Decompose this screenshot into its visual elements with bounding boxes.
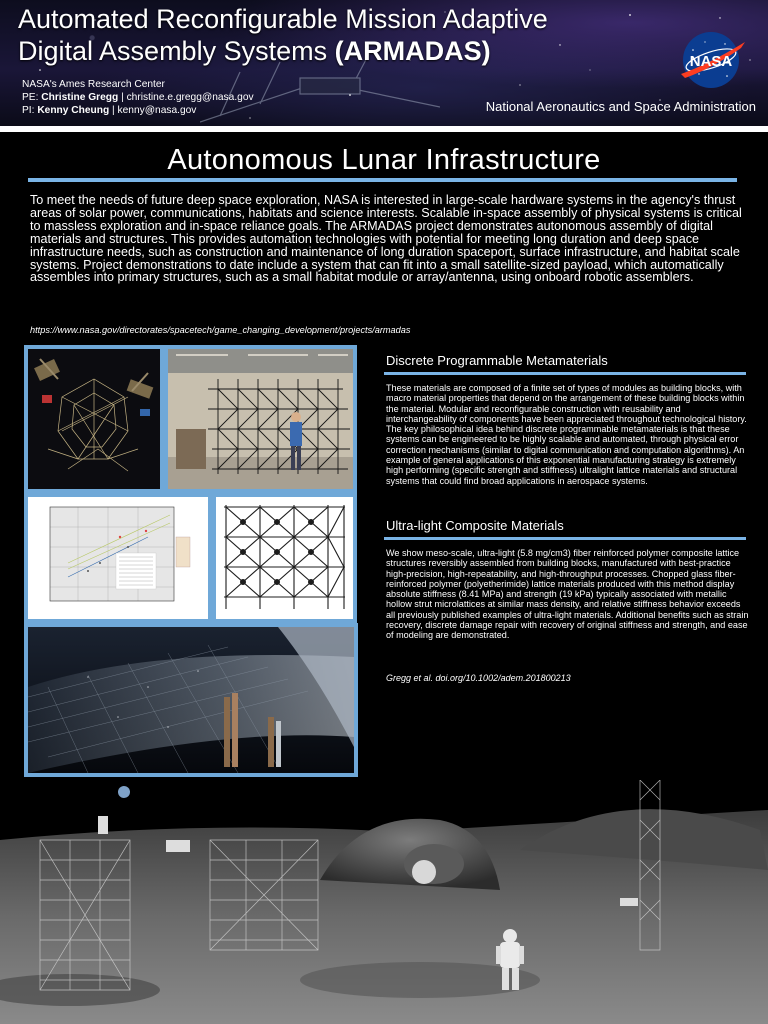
robot-assembly-photo-frame [24,345,164,493]
pi-line [22,104,254,117]
pi-name: Kenny Cheung [37,105,110,116]
agency-name: National Aeronautics and Space Administration [485,99,756,114]
poster-header [0,0,768,126]
lattice-cube-photo [216,497,353,619]
poster-title-acronym: (ARMADAS) [334,36,491,66]
orbital-array-render [28,627,354,773]
doi-citation[interactable]: Gregg et al. doi.org/10.1002/adem.201800213 [386,673,571,683]
lab-lattice-photo-frame [164,345,357,493]
orbital-array-render-frame [24,623,358,777]
pe-name: Christine Gregg [41,92,119,103]
composites-underline [384,537,746,540]
lab-lattice-photo [168,349,353,489]
metamaterials-underline [384,372,746,375]
robot-assembly-photo [28,349,160,489]
stiffness-density-chart-image [28,497,208,619]
composites-heading: Ultra-light Composite Materials [386,518,564,533]
stiffness-density-chart-frame [24,493,212,623]
nasa-logo-text: NASA [689,53,733,70]
metamaterials-heading: Discrete Programmable Metamaterials [386,353,608,368]
intro-paragraph: To meet the needs of future deep space exploration, NASA is interested in large-scale hardware systems in the agency's thrust areas of solar power, communications, habitats and science interests. Scalable in-space assembly of physical systems is critical to massless exploration and in-space reliance goals. The ARMADAS project demonstrates autonomous assembly of digital materials and structures. This provides automation technologies with potential for meeting long duration and deep space infrastructure needs, such as construction and maintenance of long duration spaceport, surface infrastructure, and habitat scale systems. Project demonstrations to date include a system that can fit into a small satellite-sized payload, which automatically assembles into primary structures, such as a small habitat module or array/antenna, using onboard robotic assemblers. [30,193,742,285]
pi-email: | kenny@nasa.gov [112,105,197,116]
composites-body: We show meso-scale, ultra-light (5.8 mg/cm3) fiber reinforced polymer composite lattice structures reversibly assembled from building blocks, manufactured with best-practice high-precision, high-repeatability, and high-throughput processes. Chopped glass fiber-reinforced polymer (polyetherimide) lattice materials produced with this method display absolute stiffness (8.41 MPa) and strength (19 kPa) typically associated with metallic hollow strut microlattices at similar mass density, and relative stiffness behavior exceeds all previously published examples of ultra-light materials. Additional benefits such as strain recovery, discrete damage repair with recovery of original stiffness and strength, and ease of modeling are demonstrated. [386,548,749,641]
earth-icon [118,786,130,798]
poster-title-text: Digital Assembly Systems [18,36,328,66]
pe-label: PE: [22,92,39,103]
organization-line: NASA's Ames Research Center [22,79,165,90]
pi-label: PI: [22,105,35,116]
poster-title-line-2 [18,36,491,67]
project-url[interactable]: https://www.nasa.gov/directorates/spacetech/game_changing_development/projects/armadas [30,325,411,335]
section-title: Autonomous Lunar Infrastructure [167,144,601,176]
credits-block [22,78,254,117]
lunar-surface-illustration [0,780,768,1024]
lattice-cube-photo-frame [212,493,357,623]
poster-title-line-1: Automated Reconfigurable Mission Adaptive [18,4,548,34]
header-divider [0,126,768,132]
nasa-meatball-icon [675,30,747,90]
metamaterials-body: These materials are composed of a finite set of types of modules as building blocks, with macro material properties that depend on the arrangement of these building blocks within the material. Modular and reconfigurable construction with reusability and interchangeability of components have been appreciated throughout technological history. The key philosophical idea behind discrete programmable metamaterials is that these systems can be engineered to be highly scalable and automated, through physical error correction mechanisms (similar to digital communication and computation algorithms). An example of general applications of this exponential manufacturing strategy is extremely high performing (specific strength and stiffness) ultralight lattice materials and structural systems that could find broad applications in aerospace systems. [386,383,747,486]
section-title-underline [28,178,737,182]
pe-email: | christine.e.gregg@nasa.gov [121,92,254,103]
pe-line [22,91,254,104]
